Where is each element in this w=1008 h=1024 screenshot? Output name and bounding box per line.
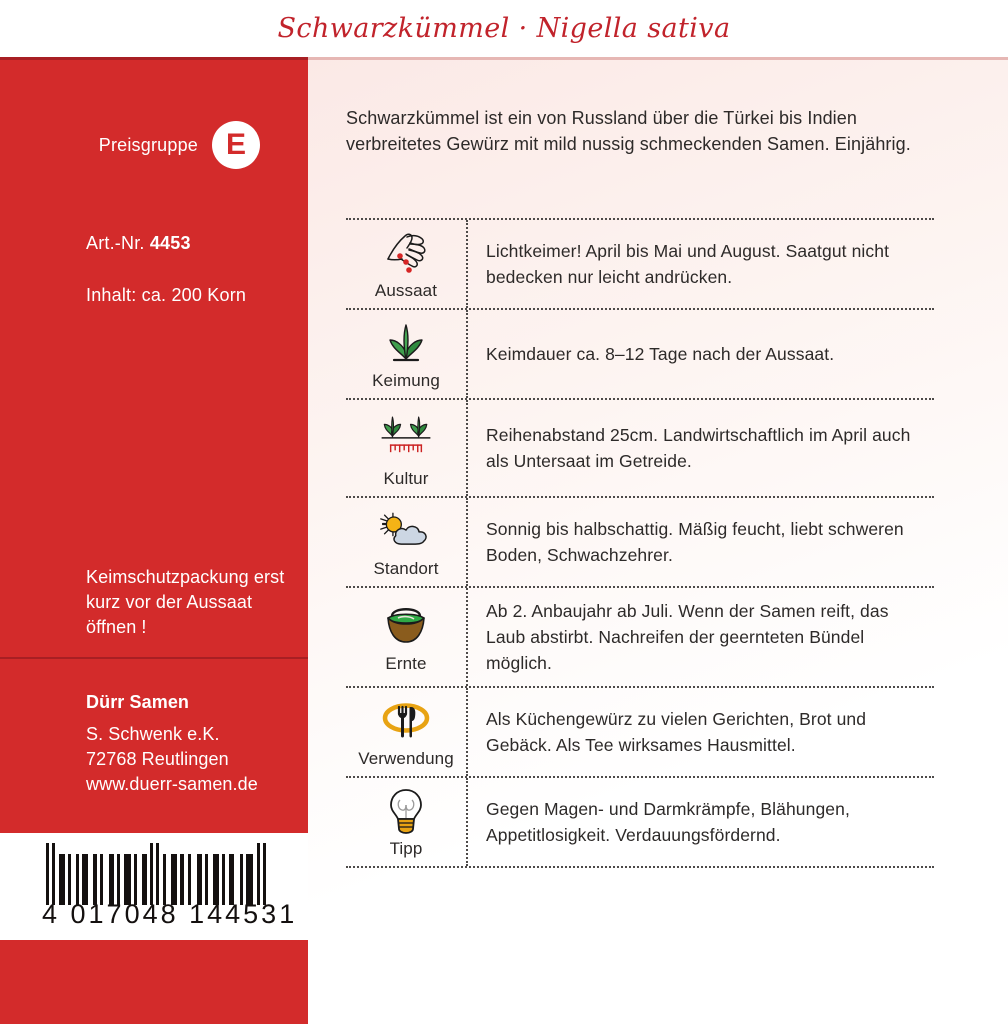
- company-website: www.duerr-samen.de: [86, 774, 258, 794]
- company-name: Dürr Samen: [86, 692, 190, 712]
- lightbulb-icon: [378, 786, 434, 836]
- sidebar-top-rule: [0, 57, 308, 60]
- article-number-value: 4453: [149, 233, 191, 253]
- sprout-icon: [378, 318, 434, 368]
- care-text-cell: [468, 778, 934, 866]
- care-text: Gegen Magen- und Darmkrämpfe, Blähungen, Appetitlosigkeit. Verdauungsfördernd.: [486, 799, 850, 845]
- price-group-badge: E: [212, 121, 260, 169]
- care-icon-cell: [346, 498, 468, 586]
- barcode-digits: 4 017048 144531: [42, 899, 298, 929]
- price-group-label: Preisgruppe: [98, 134, 198, 155]
- care-instructions-table: [346, 218, 934, 868]
- care-icon-cell: [346, 688, 468, 776]
- content-amount: Inhalt: ca. 200 Korn: [86, 285, 247, 305]
- care-icon-cell: [346, 778, 468, 866]
- table-row: [346, 586, 934, 686]
- care-icon-label: Ernte: [385, 654, 427, 673]
- table-row: [346, 776, 934, 868]
- barcode-area: [0, 833, 308, 940]
- barcode-bars: [46, 843, 298, 905]
- care-text-cell: [468, 400, 934, 496]
- care-icon-cell: [346, 220, 468, 308]
- sidebar: [0, 57, 308, 833]
- company-block: [86, 690, 296, 797]
- sowing-hand-icon: [378, 228, 434, 278]
- care-icon-label: Verwendung: [358, 749, 454, 768]
- care-text-cell: [468, 498, 934, 586]
- care-icon-label: Kultur: [383, 469, 429, 488]
- care-icon-cell: [346, 400, 468, 496]
- packet-header: [0, 0, 1008, 57]
- care-icon-cell: [346, 310, 468, 398]
- plate-cutlery-icon: [378, 696, 434, 746]
- table-row: [346, 218, 934, 308]
- page-title: Schwarzkümmel · Nigella sativa: [277, 13, 731, 44]
- care-text-cell: [468, 220, 934, 308]
- germ-protection-note: Keimschutzpackung erst kurz vor der Aussaat öffnen !: [86, 567, 285, 637]
- sun-cloud-icon: [378, 506, 434, 556]
- care-icon-label: Keimung: [372, 371, 440, 390]
- table-row: [346, 398, 934, 496]
- care-text: Reihenabstand 25cm. Landwirtschaftlich im April auch als Untersaat im Getreide.: [486, 425, 911, 471]
- company-owner: S. Schwenk e.K.: [86, 724, 220, 744]
- company-city: 72768 Reutlingen: [86, 749, 229, 769]
- row-spacing-ruler-icon: [378, 408, 434, 466]
- care-text: Ab 2. Anbaujahr ab Juli. Wenn der Samen reift, das Laub abstirbt. Nachreifen der geernteten Bündel möglich.: [486, 601, 889, 673]
- sidebar-bottom-block: [0, 940, 308, 1024]
- care-text-cell: [468, 588, 934, 686]
- main-panel: [308, 57, 1008, 1024]
- table-row: [346, 496, 934, 586]
- care-text: Keimdauer ca. 8–12 Tage nach der Aussaat.: [486, 344, 835, 364]
- article-number-label: Art.-Nr.: [86, 233, 145, 253]
- care-icon-label: Standort: [373, 559, 439, 578]
- care-text: Als Küchengewürz zu vielen Gerichten, Brot und Gebäck. Als Tee wirksames Hausmittel.: [486, 709, 867, 755]
- article-number: [86, 233, 191, 254]
- care-text: Lichtkeimer! April bis Mai und August. Saatgut nicht bedecken nur leicht andrücken.: [486, 241, 890, 287]
- table-row: [346, 686, 934, 776]
- care-text: Sonnig bis halbschattig. Mäßig feucht, liebt schweren Boden, Schwachzehrer.: [486, 519, 904, 565]
- harvest-basket-icon: [378, 601, 434, 651]
- care-icon-cell: [346, 588, 468, 686]
- intro-text: Schwarzkümmel ist ein von Russland über die Türkei bis Indien verbreitetes Gewürz mit mild nussig schmeckenden Samen. Einjährig.: [346, 108, 911, 154]
- table-row: [346, 308, 934, 398]
- care-icon-label: Tipp: [389, 839, 423, 858]
- care-text-cell: [468, 688, 934, 776]
- price-group-row: [0, 117, 308, 173]
- sidebar-divider: [0, 657, 308, 659]
- care-text-cell: [468, 310, 934, 398]
- care-icon-label: Aussaat: [374, 281, 438, 300]
- main-top-rule: [308, 57, 1008, 60]
